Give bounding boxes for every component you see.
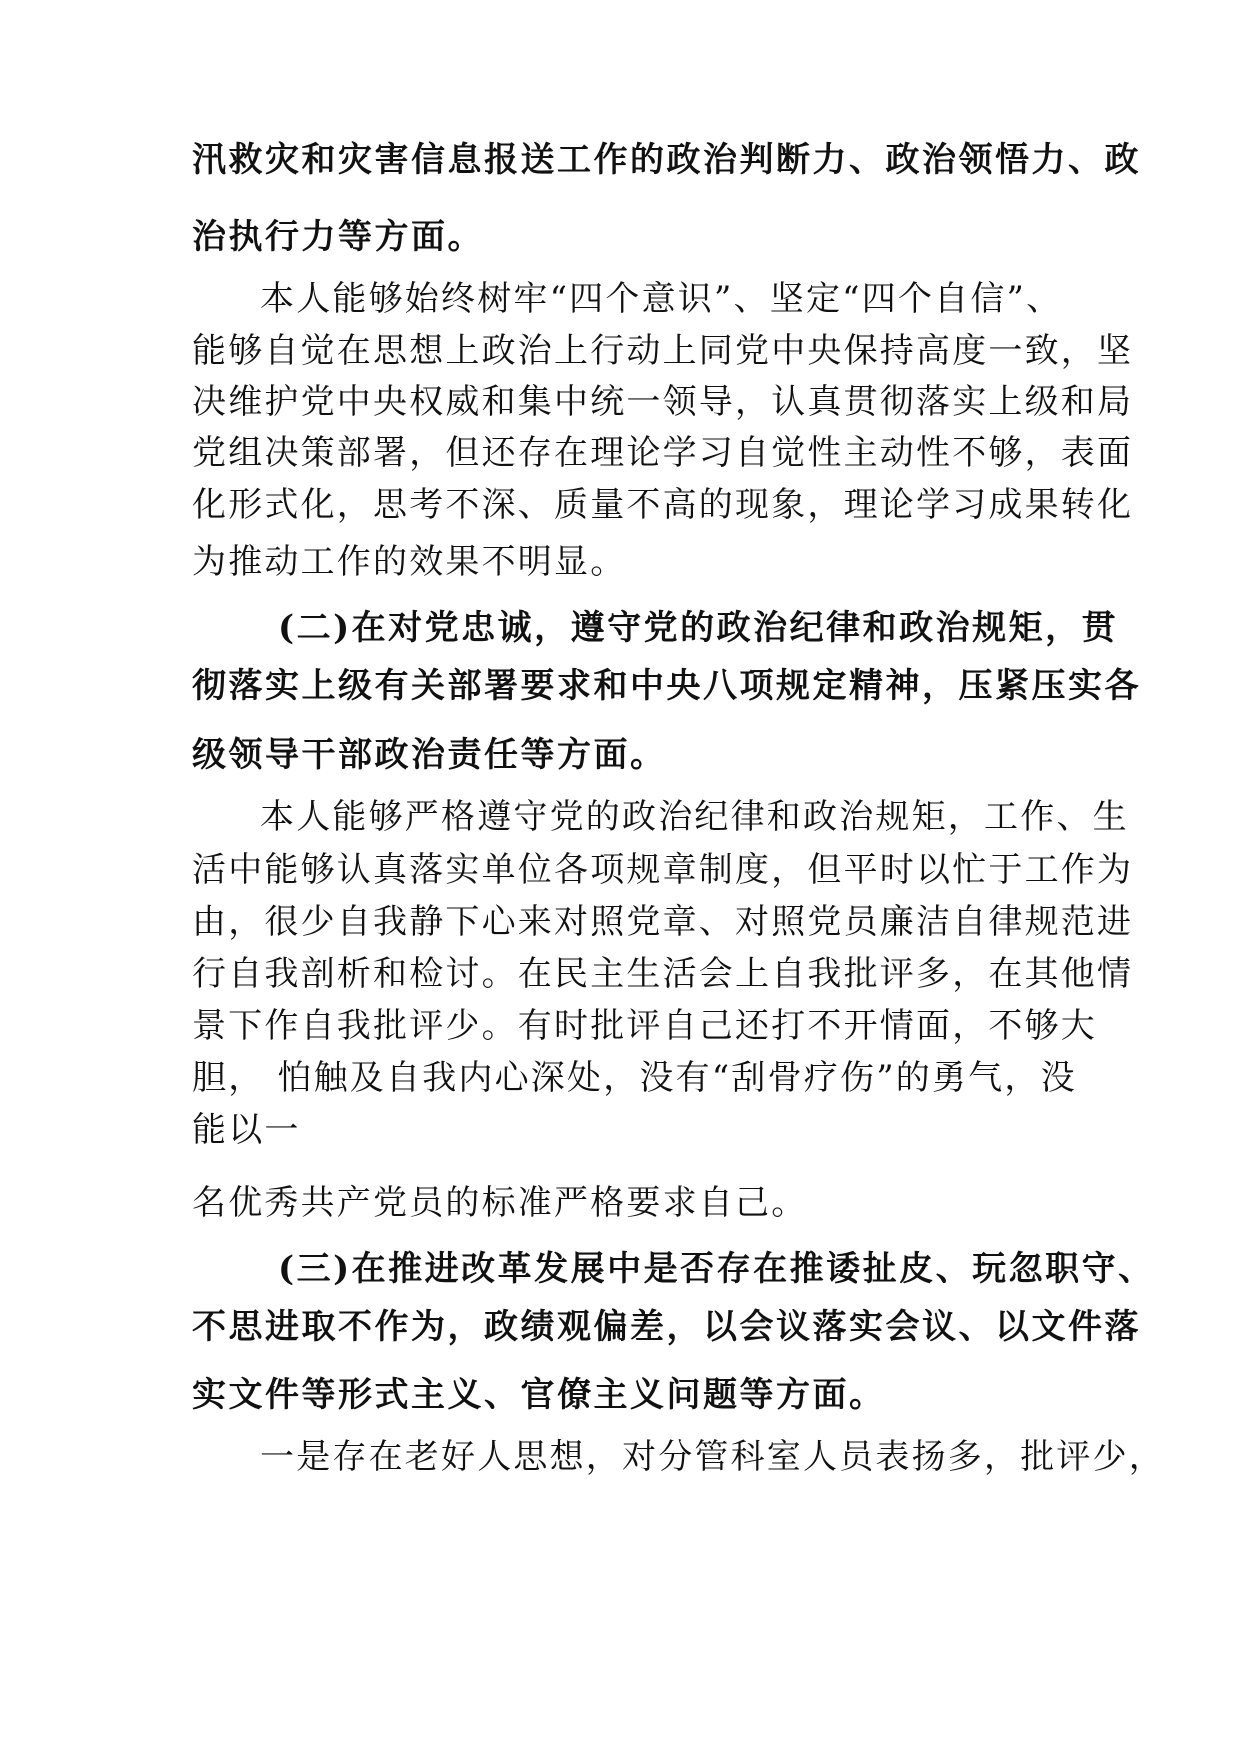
paragraph-2-line-3: 由，很少自我静下心来对照党章、对照党员廉洁自律规范进	[192, 902, 1134, 942]
paragraph-2-line-4: 行自我剖析和检讨。在民主生活会上自我批评多，在其他情	[192, 954, 1134, 994]
section-3-heading-line-1: (三)在推进改革发展中是否存在推诿扯皮、玩忽职守、	[278, 1249, 1155, 1289]
paragraph-2-line-2: 活中能够认真落实单位各项规章制度，但平时以忙于工作为	[192, 850, 1134, 890]
paragraph-1-line-6: 为推动工作的效果不明显。	[192, 542, 627, 582]
section-2-heading-line-1: (二)在对党忠诚，遵守党的政治纪律和政治规矩，贯	[278, 608, 1119, 648]
paragraph-1-line-4: 党组决策部署，但还存在理论学习自觉性主动性不够，表面	[192, 433, 1134, 473]
paragraph-2-line-6: 胆， 怕触及自我内心深处，没有“刮骨疗伤”的勇气，没	[192, 1058, 1077, 1098]
paragraph-1-line-5: 化形式化，思考不深、质量不高的现象，理论学习成果转化	[192, 485, 1134, 525]
paragraph-1-line-1: 本人能够始终树牢“四个意识”、坚定“四个自信”、	[260, 279, 1063, 319]
section-2-heading-line-3: 级领导干部政治责任等方面。	[192, 735, 667, 775]
paragraph-2-line-5: 景下作自我批评少。有时批评自己还打不开情面，不够大	[192, 1006, 1097, 1046]
heading-line-1: 汛救灾和灾害信息报送工作的政治判断力、政治领悟力、政	[192, 140, 1141, 180]
paragraph-2-line-8: 名优秀共产党员的标准严格要求自己。	[192, 1183, 808, 1223]
section-3-heading-line-2: 不思进取不作为，政绩观偏差，以会议落实会议、以文件落	[192, 1307, 1141, 1347]
paragraph-1-line-3: 决维护党中央权威和集中统一领导，认真贯彻落实上级和局	[192, 382, 1134, 422]
paragraph-3-line-1: 一是存在老好人思想，对分管科室人员表扬多，批评少，	[260, 1437, 1165, 1477]
paragraph-1-line-2: 能够自觉在思想上政治上行动上同党中央保持高度一致，坚	[192, 331, 1134, 371]
section-2-heading-line-2: 彻落实上级有关部署要求和中央八项规定精神，压紧压实各	[192, 666, 1141, 706]
heading-line-2: 治执行力等方面。	[192, 217, 484, 257]
section-3-heading-line-3: 实文件等形式主义、官僚主义问题等方面。	[192, 1375, 886, 1415]
paragraph-2-line-1: 本人能够严格遵守党的政治纪律和政治规矩，工作、生	[260, 797, 1129, 837]
paragraph-2-line-7: 能以一	[192, 1110, 301, 1150]
